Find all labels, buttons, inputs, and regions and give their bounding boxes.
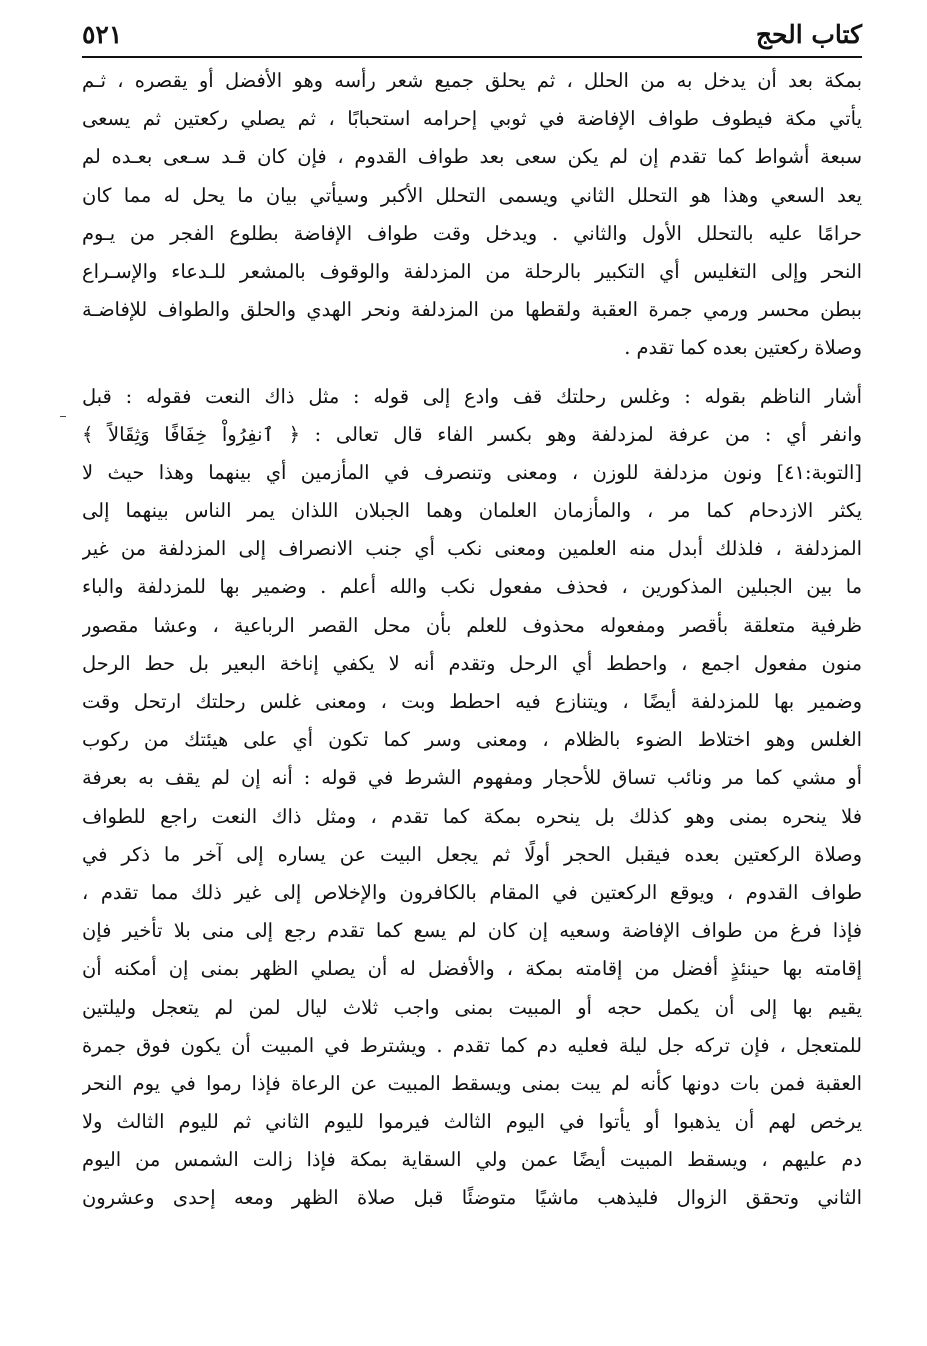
page-number: ٥٢١ (82, 20, 123, 49)
text-line: يكثر الازدحام كما مر ، والمأزمان العلمان وهما الجبلان اللذان يمر الناس بينهما إلى (82, 499, 862, 523)
text-line: سبعة أشواط كما تقدم إن لم يكن سعى بعد طواف القدوم ، فإن كان قـد سـعى بعـده لم (82, 145, 862, 169)
text-line: وصلاة الركعتين بعده فيقبل الحجر أولًا ثم يجعل البيت عن يساره إلى آخر ما ذكر في (82, 842, 862, 866)
text-line: ببطن محسر ورمي جمرة العقبة ولقطها من المزدلفة ونحر الهدي والحلق والطواف للإفاضـة (82, 298, 862, 322)
text-line: النحر وإلى التغليس أي التكبير بالرحلة من المزدلفة والوقوف بالمشعر للـدعاء والإسـراع (82, 259, 862, 283)
text-line: يأتي مكة فيطوف طواف الإفاضة في ثوبي إحرامه استحبابًا ، ثم يصلي ركعتين ثم يسعى (82, 107, 862, 131)
text-line: ظرفية متعلقة بأقصر ومفعوله محذوف للعلم بأن محل القصر الرباعية ، وعشا مقصور (82, 613, 862, 637)
text-line: يقيم بها إلى أن يكمل حجه أو المبيت بمنى واجب ثلاث ليال لمن لم يتعجل وليلتين (82, 995, 862, 1019)
text-line: فلا ينحره بمنى وهو كذلك بل ينحره بمكة كما تقدم ، ومثل ذاك النعت راجع للطواف (82, 804, 862, 828)
text-line: دم عليهم ، ويسقط المبيت أيضًا عمن ولي السقاية بمكة فإذا زالت الشمس من اليوم (82, 1148, 862, 1172)
text-line: إقامته بها حينئذٍ أفضل من إقامته بمكة ، والأفضل له أن يصلي الظهر بمنى إن أمكنه أن (82, 957, 862, 981)
paragraph-2 (82, 378, 862, 1218)
text-line: فإذا فرغ من طواف الإفاضة وسعيه إن كان لم يسع كما تقدم رجع إلى منى بلا تأخير فإن (82, 919, 862, 943)
text-line: الثاني وتحقق الزوال فليذهب ماشيًا متوضئًا قبل صلاة الظهر ومعه إحدى وعشرون (82, 1186, 862, 1210)
running-title: كتاب الحج (755, 20, 862, 49)
text-line: أشار الناظم بقوله : وغلس رحلتك قف وادع إلى قوله : مثل ذاك النعت فقوله : قبل (82, 384, 862, 408)
margin-mark (60, 416, 66, 417)
text-line: المزدلفة ، فلذلك أبدل منه العلمين ومعنى نكب أي جنب الانصراف إلى المزدلفة من غير (82, 537, 862, 561)
text-line: يرخص لهم أن يذهبوا أو يأتوا في اليوم الثالث فيرموا لليوم الثاني ثم لليوم الثالث ولا (82, 1110, 862, 1134)
text-line: وصلاة ركعتين بعده كما تقدم . (624, 336, 862, 360)
paragraph-1 (82, 62, 862, 368)
book-page (82, 18, 862, 1338)
text-line: الغلس وهو اختلاط الضوء بالظلام ، ومعنى وسر كما تكون أي على هيئتك من ركوب (82, 728, 862, 752)
text-line: [التوبة:٤١] ونون مزدلفة للوزن ، ومعنى وتنصرف في المأزمين أي بينهما وهذا حيث لا (82, 460, 862, 484)
text-line: يعد السعي وهذا هو التحلل الثاني ويسمى التحلل الأكبر وسيأتي بيان ما يحل له مما كان (82, 183, 862, 207)
text-line: بمكة بعد أن يدخل به من الحلل ، ثم يحلق جميع شعر رأسه وهو الأفضل أو يقصره ، ثـم (82, 69, 862, 92)
text-line: العقبة فمن بات دونها كأنه لم يبت بمنى ويسقط المبيت عن الرعاة فإذا رموا في يوم النحر (82, 1071, 862, 1095)
text-line: حرامًا عليه بالتحلل الأول والثاني . ويدخل وقت طواف الإفاضة بطلوع الفجر من يـوم (82, 221, 862, 245)
text-line: وضمير بها للمزدلفة أيضًا ، ويتنازع فيه احطط وبت ، ومعنى غلس رحلتك ارتحل وقت (82, 690, 862, 713)
text-line: وانفر أي : من عرفة لمزدلفة وهو بكسر الفاء قال تعالى : ﴿ ٱنفِرُواْ خِفَافًا وَثِقَالاً ﴾ (82, 422, 862, 446)
text-line: ما بين الجبلين المذكورين ، فحذف مفعول نكب والله أعلم . وضمير بها للمزدلفة والباء (82, 575, 862, 599)
text-line: منون مفعول اجمع ، واحطط أي الرحل وتقدم أنه لا يكفي إناخة البعير بل حط الرحل (82, 651, 862, 675)
page-header (82, 18, 862, 58)
text-line: أو مشي كما مر ونائب تساق للأحجار ومفهوم الشرط في قوله : أنه إن لم يقف به بعرفة (82, 766, 862, 790)
text-line: طواف القدوم ، ويوقع الركعتين في المقام بالكافرون والإخلاص إلى غير ذلك مما تقدم ، (82, 880, 862, 904)
text-line: للمتعجل ، فإن تركه جل ليلة فعليه دم كما تقدم . ويشترط في المبيت أن يكون فوق جمرة (82, 1033, 862, 1057)
